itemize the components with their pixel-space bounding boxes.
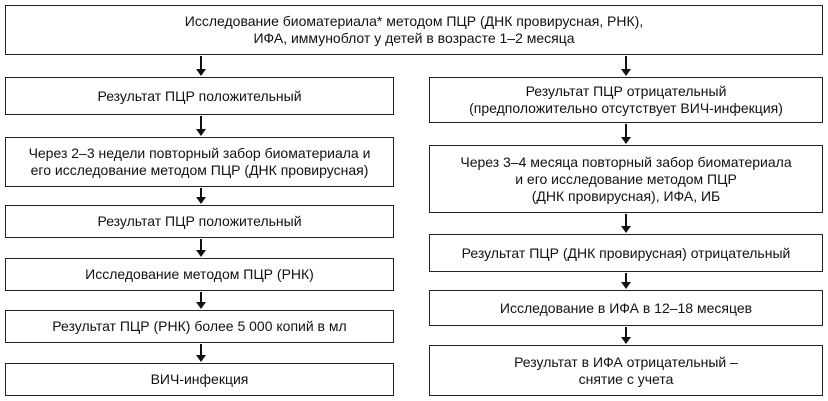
left-step-2	[5, 137, 394, 187]
left-step-2-line-1: Через 2–3 недели повторный забор биоматериала и	[28, 145, 371, 161]
right-step-1-line-1: Результат ПЦР отрицательный	[525, 83, 727, 99]
start-box-line-1: Исследование биоматериала* методом ПЦР (ДНК провирусная, РНК),	[184, 13, 644, 29]
right-step-1-line-2: (предположительно отсутствует ВИЧ-инфекция)	[469, 100, 783, 116]
start-box	[5, 5, 823, 55]
start-box-line-2: ИФА, иммуноблот у детей в возрасте 1–2 месяца	[253, 30, 575, 46]
left-step-5-text: Результат ПЦР (РНК) более 5 000 копий в мл	[52, 318, 347, 334]
left-step-3	[5, 205, 394, 238]
left-step-2-line-2: его исследование методом ПЦР (ДНК провирусная)	[30, 162, 369, 178]
right-step-4-text: Исследование в ИФА в 12–18 месяцев	[499, 299, 753, 316]
right-step-1	[429, 77, 823, 123]
right-step-4	[429, 290, 823, 326]
right-step-2-line-3: (ДНК провирусная), ИФА, ИБ	[531, 187, 721, 204]
left-step-5	[5, 310, 394, 343]
right-step-2-line-1: Через 3–4 месяца повторный забор биоматериала	[460, 153, 792, 170]
right-step-2-line-2: и его исследование методом ПЦР	[515, 170, 737, 187]
left-step-4-text: Исследование методом ПЦР (РНК)	[85, 266, 314, 282]
right-step-5-line-2: снятие с учета	[578, 370, 674, 387]
left-step-4	[5, 258, 394, 291]
right-step-5-line-1: Результат в ИФА отрицательный –	[514, 353, 738, 370]
left-step-1-text: Результат ПЦР положительный	[97, 87, 302, 104]
left-step-3-text: Результат ПЦР положительный	[97, 213, 302, 229]
right-step-3-text: Результат ПЦР (ДНК провирусная) отрицательный	[461, 244, 791, 261]
right-step-5-result	[429, 345, 823, 396]
left-step-1	[5, 77, 394, 115]
left-step-6-result	[5, 363, 394, 396]
right-step-3	[429, 234, 823, 272]
left-step-6-text: ВИЧ-инфекция	[150, 371, 249, 387]
right-step-2	[429, 145, 823, 213]
